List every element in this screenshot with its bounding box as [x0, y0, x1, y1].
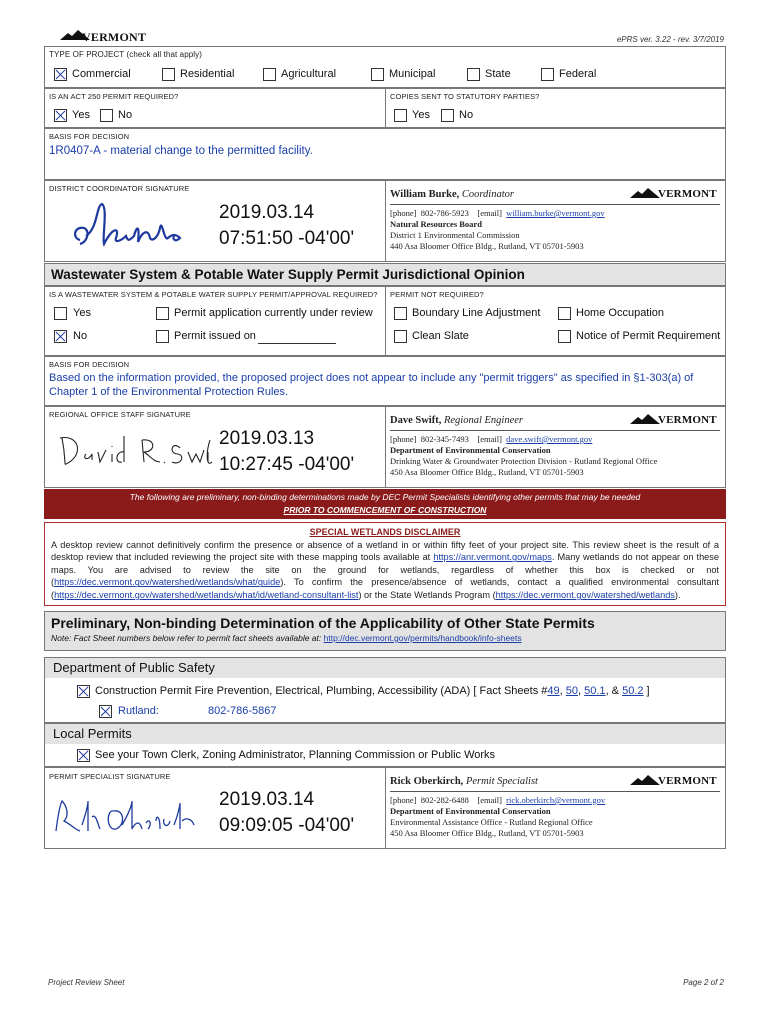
copies-yes-label: Yes [412, 109, 430, 121]
ww-issued-checkbox[interactable] [156, 330, 169, 343]
ww-home-checkbox[interactable] [558, 307, 571, 320]
ww-no-checkbox[interactable] [54, 330, 67, 343]
specialist-contact: Rick Oberkirch, Permit Specialist [phone] 802-282-6488 [email] rick.oberkirch@vermont.gov Department of Environmental Conservation Environmental Assistance Office - Rutland Regional Office 450 Asa Bloomer Office Bldg., Rutland, VT 05701-5903 [390, 775, 720, 839]
maps-link[interactable]: https://anr.vermont.gov/maps [433, 552, 552, 563]
ww-question-label: IS A WASTEWATER SYSTEM & POTABLE WATER SUPPLY PERMIT/APPROVAL REQUIRED? [49, 290, 378, 299]
regional-signature-image [56, 428, 216, 473]
district-sig-label: DISTRICT COORDINATOR SIGNATURE [49, 184, 190, 193]
ww-section-header: Wastewater System & Potable Water Supply Permit Jurisdictional Opinion [44, 263, 726, 286]
footer-left: Project Review Sheet [48, 978, 125, 987]
act250-label: IS AN ACT 250 PERMIT REQUIRED? [49, 92, 179, 101]
fact-sheet-50-1-link[interactable]: 50.1 [584, 685, 606, 697]
ww-issued-date-field[interactable] [258, 343, 336, 344]
regional-sig-date: 2019.03.13 [219, 428, 315, 449]
project-type-municipal-label: Municipal [389, 68, 436, 80]
wetlands-program-link[interactable]: https://dec.vermont.gov/watershed/wetlands [495, 589, 675, 600]
copies-label: COPIES SENT TO STATUTORY PARTIES? [390, 92, 540, 101]
rutland-office-checkbox[interactable] [99, 705, 112, 718]
wetland-guide-link[interactable]: https://dec.vermont.gov/watershed/wetlands/what/guide [54, 577, 281, 588]
specialist-email-link[interactable]: rick.oberkirch@vermont.gov [506, 795, 606, 805]
fact-sheet-50-link[interactable]: 50 [565, 685, 579, 697]
ww-boundary-label: Boundary Line Adjustment [412, 307, 541, 319]
local-permits-header: Local Permits [45, 724, 725, 744]
district-logo: VERMONT [630, 186, 720, 202]
district-contact: William Burke, Coordinator [phone] 802-786-5923 [email] william.burke@vermont.gov Natural Resources Board District 1 Environmental Commission 440 Asa Bloomer Office Bldg., Rutland, VT 05701-5903 [390, 188, 720, 252]
public-safety-checkbox[interactable] [77, 685, 90, 698]
project-type-agricultural-checkbox[interactable] [263, 68, 276, 81]
act250-no-label: No [118, 109, 133, 121]
footer-right: Page 2 of 2 [683, 978, 724, 987]
banner-line1: The following are preliminary, non-binding determinations made by DEC Permit Specialists identifying other permits that may be needed [129, 492, 641, 502]
copies-yes-checkbox[interactable] [394, 109, 407, 122]
banner-line2: PRIOR TO COMMENCEMENT OF CONSTRUCTION [283, 505, 487, 515]
local-permits-item: See your Town Clerk, Zoning Administrator, Planning Commission or Public Works [95, 749, 496, 761]
fact-sheets-link[interactable]: http://dec.vermont.gov/permits/handbook/info-sheets [323, 633, 522, 643]
copies-no-label: No [459, 109, 474, 121]
project-type-residential-checkbox[interactable] [162, 68, 175, 81]
specialist-sig-date: 2019.03.14 [219, 789, 315, 810]
basis1-label: BASIS FOR DECISION [49, 132, 130, 141]
ww-notice-label: Notice of Permit Requirement [576, 330, 721, 342]
specialist-signature-image [52, 795, 202, 840]
version-label: ePRS ver. 3.22 - rev. 3/7/2019 [616, 35, 724, 44]
specialist-sig-time: 09:09:05 -04'00' [219, 815, 355, 836]
district-sig-date: 2019.03.14 [219, 202, 315, 223]
act250-yes-label: Yes [72, 109, 90, 121]
logo-text: VERMONT [82, 30, 147, 44]
specialist-sig-stamp [219, 787, 354, 839]
regional-sig-time: 10:27:45 -04'00' [219, 454, 355, 475]
regional-email-link[interactable]: dave.swift@vermont.gov [506, 434, 593, 444]
district-signature-image [68, 198, 198, 253]
regional-sig-label: REGIONAL OFFICE STAFF SIGNATURE [49, 410, 191, 419]
ww-clean-label: Clean Slate [412, 330, 469, 342]
project-type-commercial-label: Commercial [72, 68, 131, 80]
local-permits-checkbox[interactable] [77, 749, 90, 762]
disclaimer-body: A desktop review cannot definitively confirm the presence or absence of a wetland in or within fifty feet of your project site. This review sheet is the result of a desktop review that included reviewing the project site with these mapping tools available at https://anr.vermont.gov/maps. Many wetlands do not appear on these maps. You are advised to review the site on the ground for wetlands, regardless of whether this box is checked or not (https://dec.vermont.gov/watershed/wetlands/what/guide). To confirm the presence/absence of wetlands, contact a qualified environmental consultant (https://dec.vermont.gov/watershed/wetlands/what/id/wetland-consultant-list) or the State Wetlands Program (https://dec.vermont.gov/watershed/wetlands). [51, 539, 719, 600]
specialist-logo: VERMONT [630, 773, 720, 789]
project-type-state-checkbox[interactable] [467, 68, 480, 81]
district-sig-stamp [219, 200, 354, 252]
ww-issued-label: Permit issued on [174, 330, 256, 342]
project-type-commercial-checkbox[interactable] [54, 68, 67, 81]
project-type-residential-label: Residential [180, 68, 235, 80]
vermont-mountain-icon [630, 186, 660, 200]
ww-app-review-label: Permit application currently under review [174, 307, 373, 319]
ww-boundary-checkbox[interactable] [394, 307, 407, 320]
project-type-municipal-checkbox[interactable] [371, 68, 384, 81]
regional-logo: VERMONT [630, 412, 720, 428]
project-type-label: TYPE OF PROJECT (check all that apply) [49, 50, 203, 59]
rutland-office-phone: 802-786-5867 [208, 705, 277, 717]
ww-home-label: Home Occupation [576, 307, 665, 319]
preliminary-banner [44, 489, 726, 519]
act250-no-checkbox[interactable] [100, 109, 113, 122]
public-safety-item: Construction Permit Fire Prevention, Electrical, Plumbing, Accessibility (ADA) [ Fact Sheets #49, 50, 50.1, & 50.2 ] [95, 685, 650, 697]
regional-contact: Dave Swift, Regional Engineer [phone] 802-345-7493 [email] dave.swift@vermont.gov Department of Environmental Conservation Drinking Water & Groundwater Protection Division - Rutland Regional Office 450 Asa Bloomer Office Bldg., Rutland, VT 05701-5903 [390, 414, 720, 478]
disclaimer-title: SPECIAL WETLANDS DISCLAIMER [309, 527, 461, 537]
prelim-title: Preliminary, Non-binding Determination of the Applicability of Other State Permits [51, 615, 595, 631]
prelim-note: Note: Fact Sheet numbers below refer to permit fact sheets available at: [51, 633, 322, 643]
vermont-mountain-icon [630, 773, 660, 787]
ww-no-label: No [73, 330, 88, 342]
district-email-link[interactable]: william.burke@vermont.gov [506, 208, 605, 218]
basis2-text: Based on the information provided, the proposed project does not appear to include any "permit triggers" as specified in §1-303(a) of Chapter 1 of the Environmental Protection Rules. [49, 372, 694, 398]
regional-sig-stamp [219, 426, 354, 478]
act250-yes-checkbox[interactable] [54, 109, 67, 122]
ww-clean-checkbox[interactable] [394, 330, 407, 343]
specialist-sig-label: PERMIT SPECIALIST SIGNATURE [49, 772, 171, 781]
ww-app-review-checkbox[interactable] [156, 307, 169, 320]
project-type-agricultural-label: Agricultural [281, 68, 337, 80]
copies-no-checkbox[interactable] [441, 109, 454, 122]
prelim-header [44, 611, 726, 651]
project-type-federal-label: Federal [559, 68, 597, 80]
project-type-state-label: State [485, 68, 511, 80]
consultant-list-link[interactable]: https://dec.vermont.gov/watershed/wetlands/what/id/wetland-consultant-list [54, 589, 359, 600]
rutland-office-label: Rutland: [118, 705, 159, 717]
fact-sheet-49-link[interactable]: 49 [547, 685, 560, 697]
wetlands-disclaimer [44, 522, 726, 606]
ww-yes-checkbox[interactable] [54, 307, 67, 320]
basis2-label: BASIS FOR DECISION [49, 360, 130, 369]
ww-yes-label: Yes [73, 307, 91, 319]
vermont-mountain-icon [630, 412, 660, 426]
ww-notice-checkbox[interactable] [558, 330, 571, 343]
basis1-text: 1R0407-A - material change to the permitted facility. [49, 145, 313, 157]
public-safety-header: Department of Public Safety [45, 658, 725, 678]
fact-sheet-50-2-link[interactable]: 50.2 [622, 685, 644, 697]
project-type-federal-checkbox[interactable] [541, 68, 554, 81]
ww-not-required-label: PERMIT NOT REQUIRED? [390, 290, 484, 299]
district-sig-time: 07:51:50 -04'00' [219, 228, 355, 249]
